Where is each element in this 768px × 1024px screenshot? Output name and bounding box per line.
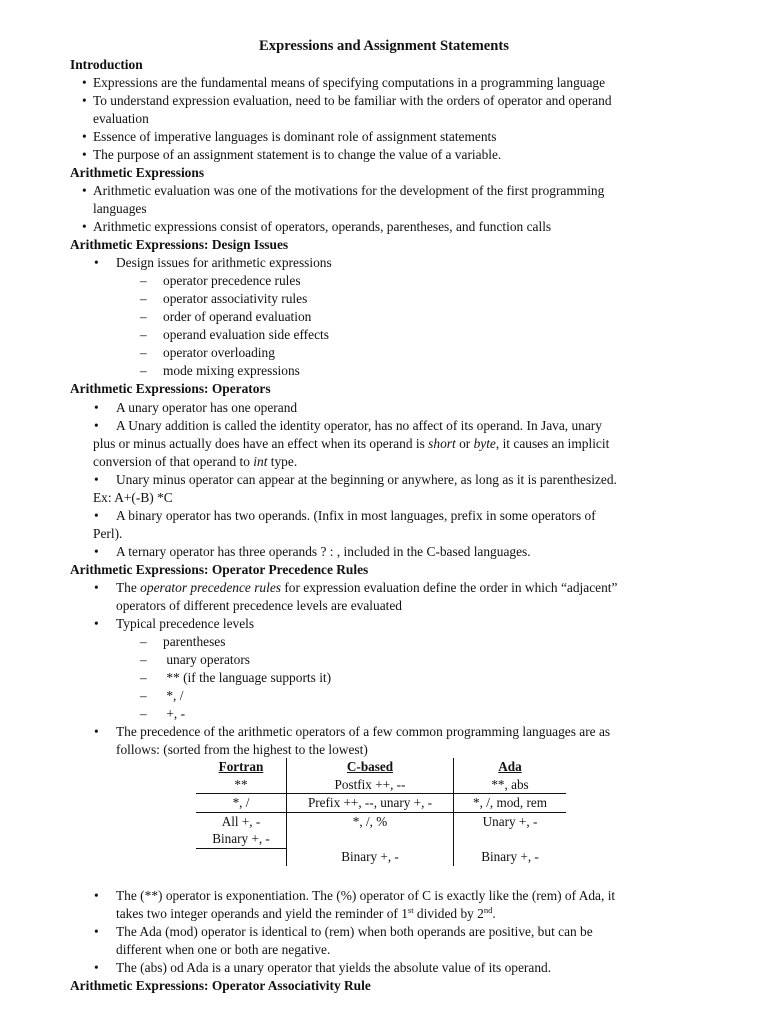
bullet-marker: •	[82, 75, 87, 90]
bullet-marker: •	[94, 616, 99, 631]
heading-design-issues: Arithmetic Expressions: Design Issues	[70, 237, 289, 252]
precedence-level-4: *, /	[163, 688, 184, 703]
note-mod: The Ada (mod) operator is identical to (rem) when both operands are positive, but can be	[116, 924, 593, 939]
table-cell	[196, 848, 287, 866]
dash-marker: –	[140, 327, 147, 342]
table-row	[196, 830, 566, 848]
intro-bullet-2-cont: evaluation	[93, 111, 149, 126]
bullet-marker: •	[94, 724, 99, 739]
dash-marker: –	[140, 688, 147, 703]
design-item-5: operator overloading	[163, 345, 275, 360]
bullet-marker: •	[94, 255, 99, 270]
dash-marker: –	[140, 652, 147, 667]
bullet-marker: •	[94, 400, 99, 415]
table-cell: Prefix ++, --, unary +, -	[287, 794, 454, 813]
heading-introduction: Introduction	[70, 57, 143, 72]
precedence-rule: The operator precedence rules for expression evaluation define the order in which “adjacent”	[116, 580, 618, 595]
bullet-marker: •	[94, 508, 99, 523]
table-cell: Postfix ++, --	[287, 776, 454, 794]
dash-marker: –	[140, 363, 147, 378]
table-header-c-based: C-based	[287, 758, 454, 776]
precedence-level-3: ** (if the language supports it)	[163, 670, 332, 685]
dash-marker: –	[140, 291, 147, 306]
dash-marker: –	[140, 706, 147, 721]
table-cell: Unary +, -	[482, 813, 538, 829]
design-bullet: Design issues for arithmetic expressions	[116, 255, 332, 270]
precedence-rule-cont: operators of different precedence levels are evaluated	[116, 598, 403, 613]
dash-marker: –	[140, 273, 147, 288]
operators-identity-line-1: A Unary addition is called the identity operator, has no affect of its operand. In Java, unary	[116, 418, 602, 433]
bullet-marker: •	[94, 924, 99, 939]
arith-bullet-1-cont: languages	[93, 201, 147, 216]
page-title: Expressions and Assignment Statements	[259, 38, 509, 54]
operators-identity-line-2: plus or minus actually does have an effect when its operand is short or byte, it causes an implicit	[93, 436, 610, 451]
table-row	[196, 848, 566, 866]
table-cell: Binary +, -	[196, 830, 287, 848]
design-item-3: order of operand evaluation	[163, 309, 312, 324]
precedence-typical: Typical precedence levels	[116, 616, 255, 631]
bullet-marker: •	[94, 544, 99, 559]
arith-bullet-2: Arithmetic expressions consist of operators, operands, parentheses, and function calls	[93, 219, 552, 234]
table-cell: *, /, %	[287, 812, 454, 830]
dash-marker: –	[140, 309, 147, 324]
table-header-row	[196, 758, 566, 776]
dash-marker: –	[140, 634, 147, 649]
bullet-marker: •	[82, 147, 87, 162]
table-row	[196, 812, 566, 830]
operators-ternary: A ternary operator has three operands ? : , included in the C-based languages.	[116, 544, 531, 559]
operators-binary-cont: Perl).	[93, 526, 123, 541]
design-item-4: operand evaluation side effects	[163, 327, 329, 342]
note-abs: The (abs) od Ada is a unary operator that yields the absolute value of its operand.	[116, 960, 552, 975]
bullet-marker: •	[94, 888, 99, 903]
dash-marker: –	[140, 670, 147, 685]
heading-associativity-rule: Arithmetic Expressions: Operator Associativity Rule	[70, 978, 371, 993]
table-cell: **	[196, 776, 287, 794]
operators-unary-minus-example: Ex: A+(-B) *C	[93, 490, 173, 505]
table-cell: Binary +, -	[481, 849, 539, 864]
bullet-marker: •	[94, 580, 99, 595]
precedence-level-1: parentheses	[163, 634, 226, 649]
operators-unary-minus: Unary minus operator can appear at the beginning or anywhere, as long as it is parenthesized.	[116, 472, 617, 487]
bullet-marker: •	[82, 219, 87, 234]
table-cell: **, abs	[454, 776, 567, 794]
note-mod-cont: different when one or both are negative.	[116, 942, 331, 957]
table-row	[196, 776, 566, 794]
arith-bullet-1: Arithmetic evaluation was one of the motivations for the development of the first programming	[93, 183, 605, 198]
table-cell: Binary +, -	[287, 848, 454, 866]
table-cell: *, /	[196, 794, 287, 813]
bullet-marker: •	[94, 418, 99, 433]
table-cell: All +, -	[196, 812, 287, 830]
bullet-marker: •	[82, 93, 87, 108]
table-header-ada: Ada	[498, 759, 522, 774]
note-exponentiation-cont: takes two integer operands and yield the reminder of 1st divided by 2nd.	[116, 905, 496, 921]
heading-precedence-rules: Arithmetic Expressions: Operator Precedence Rules	[70, 562, 369, 577]
bullet-marker: •	[82, 183, 87, 198]
heading-operators: Arithmetic Expressions: Operators	[70, 381, 271, 396]
bullet-marker: •	[94, 472, 99, 487]
precedence-table	[196, 758, 566, 866]
operators-binary: A binary operator has two operands. (Infix in most languages, prefix in some operators of	[116, 508, 596, 523]
table-cell	[454, 830, 567, 848]
table-intro-cont: follows: (sorted from the highest to the lowest)	[116, 742, 368, 757]
dash-marker: –	[140, 345, 147, 360]
design-item-6: mode mixing expressions	[163, 363, 300, 378]
table-row	[196, 794, 566, 813]
table-header-fortran: Fortran	[196, 758, 287, 776]
note-exponentiation: The (**) operator is exponentiation. The (%) operator of C is exactly like the (rem) of Ada, it	[116, 888, 616, 903]
table-intro: The precedence of the arithmetic operators of a few common programming languages are as	[116, 724, 611, 739]
table-cell	[287, 830, 454, 848]
intro-bullet-4: The purpose of an assignment statement is to change the value of a variable.	[93, 147, 502, 162]
heading-arithmetic-expressions: Arithmetic Expressions	[70, 165, 205, 180]
operators-identity-line-3: conversion of that operand to int type.	[93, 454, 298, 469]
table-cell: *, /, mod, rem	[454, 794, 567, 813]
precedence-level-2: unary operators	[163, 652, 251, 667]
intro-bullet-3: Essence of imperative languages is dominant role of assignment statements	[93, 129, 497, 144]
intro-bullet-2: To understand expression evaluation, need to be familiar with the orders of operator and operand	[93, 93, 612, 108]
bullet-marker: •	[94, 960, 99, 975]
operators-unary: A unary operator has one operand	[116, 400, 298, 415]
design-item-1: operator precedence rules	[163, 273, 301, 288]
design-item-2: operator associativity rules	[163, 291, 308, 306]
precedence-level-5: +, -	[163, 706, 186, 721]
bullet-marker: •	[82, 129, 87, 144]
intro-bullet-1: Expressions are the fundamental means of specifying computations in a programming language	[93, 75, 606, 90]
